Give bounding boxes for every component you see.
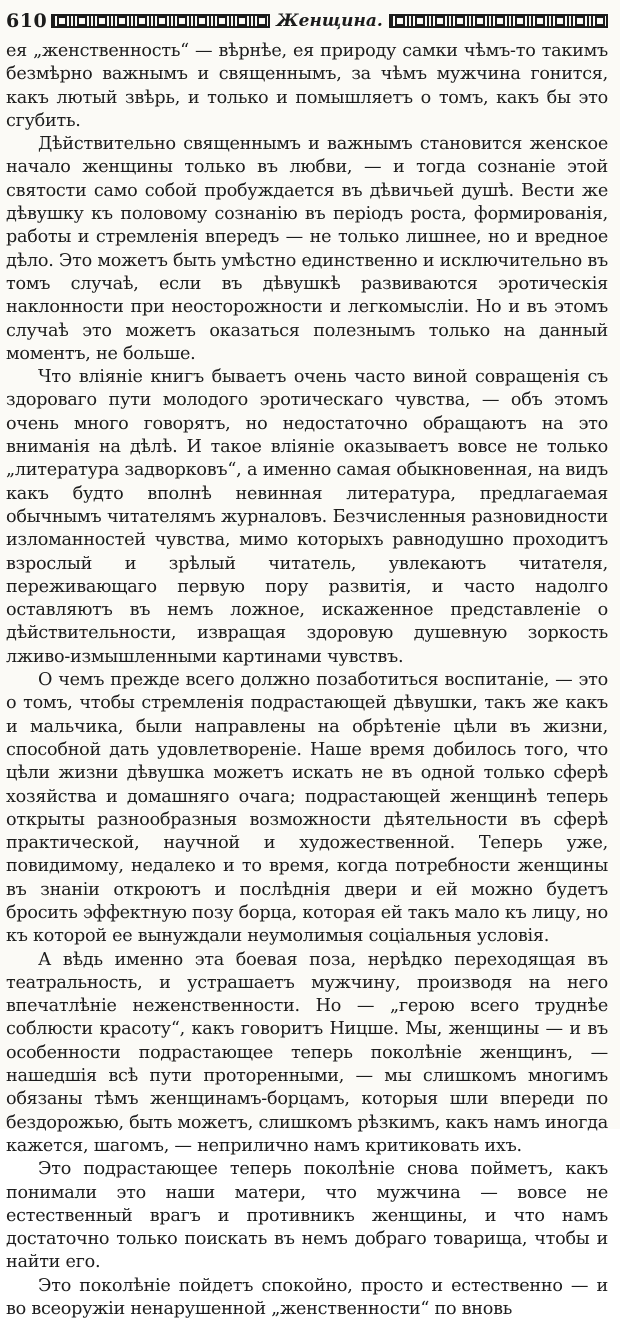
page-number: 610 bbox=[6, 10, 48, 32]
paragraph: А вѣдь именно эта боевая поза, нерѣдко переходящая въ театральность, и устрашаетъ мужчину, производя на него впечатлѣніе неженственности. Но — „герою всего труднѣе соблюсти красоту“, какъ говоритъ Ницше. Мы, женщины — и въ особенности подрастающее теперь поколѣніе женщинъ, — нашедшія всѣ пути проторенными, — мы слишкомъ многимъ обязаны тѣмъ женщинамъ-борцамъ, которыя шли впереди по бездорожью, быть можетъ, слишкомъ рѣзкимъ, какъ намъ иногда кажется, шагомъ, — неприлично намъ критиковать ихъ. bbox=[6, 949, 608, 1156]
paragraph: О чемъ прежде всего должно позаботиться воспитаніе, — это о томъ, чтобы стремленія подрастающей дѣвушки, такъ же какъ и мальчика, были направлены на обрѣтеніе цѣли въ жизни, способной дать удовлетвореніе. Наше время добилось того, что цѣли жизни дѣвушка можетъ искать не въ одной только сферѣ хозяйства и домашняго очага; подрастающей женщинѣ теперь открыты разнообразныя возможности дѣятельности въ сферѣ практической, научной и художественной. Теперь уже, повидимому, недалеко и то время, когда потребности женщины въ знаніи откроютъ и послѣднія двери и ей можно будетъ бросить эффектную позу борца, которая ей такъ мало къ лицу, но къ которой ее вынуждали неумолимыя соціальныя условія. bbox=[6, 670, 608, 947]
header-ornament-left bbox=[51, 14, 270, 28]
paragraph: Что вліяніе книгъ бываетъ очень часто виной совращенія съ здороваго пути молодого эротическаго чувства, — объ этомъ очень много говорятъ, но недостаточно обращаютъ на это вниманія на дѣлѣ. И такое вліяніе оказываетъ вовсе не только „литература задворковъ“, а именно самая обыкновенная, на видъ какъ будто вполнѣ невинная литература, предлагаемая обычнымъ читателямъ журналовъ. Безчисленныя разновидности изломанностей чувства, мимо которыхъ равнодушно проходитъ взрослый и зрѣлый читатель, увлекаютъ читателя, переживающаго первую пору развитія, и часто надолго оставляютъ въ немъ ложное, искаженное представленіе о дѣйствительности, извращая здоровую душевную зоркость лживо-измышленными картинами чувствъ. bbox=[6, 367, 608, 667]
paragraph: Это поколѣніе пойдетъ спокойно, просто и естественно — и во всеоружіи ненарушенной „женственности“ по вновь bbox=[6, 1275, 608, 1320]
running-title: Женщина. bbox=[276, 11, 383, 31]
header-ornament-right bbox=[389, 14, 608, 28]
paragraph: Это подрастающее теперь поколѣніе снова пойметъ, какъ понимали это наши матери, что мужчина — вовсе не естественный врагъ и противникъ женщины, и что намъ достаточно только поискать въ немъ добраго товарища, чтобы и найти его. bbox=[6, 1159, 608, 1273]
page-header bbox=[6, 8, 608, 34]
paragraph: ея „женственность“ — вѣрнѣе, ея природу самки чѣмъ-то такимъ безмѣрно важнымъ и священнымъ, за чѣмъ мужчина гонится, какъ лютый звѣрь, и только и помышляетъ о томъ, какъ бы это сгубить. bbox=[6, 41, 608, 131]
paragraph: Дѣйствительно священнымъ и важнымъ становится женское начало женщины только въ любви, — и тогда сознаніе этой святости само собой пробуждается въ дѣвичьей душѣ. Вести же дѣвушку къ половому сознанію въ періодъ роста, формированія, работы и стремленія впередъ — не только лишнее, но и вредное дѣло. Это можетъ быть умѣстно единственно и исключительно въ томъ случаѣ, если въ дѣвушкѣ развиваются эротическія наклонности при неосторожности и легкомысліи. Но и въ этомъ случаѣ это можетъ оказаться полезнымъ только на данный моментъ, не больше. bbox=[6, 134, 608, 364]
